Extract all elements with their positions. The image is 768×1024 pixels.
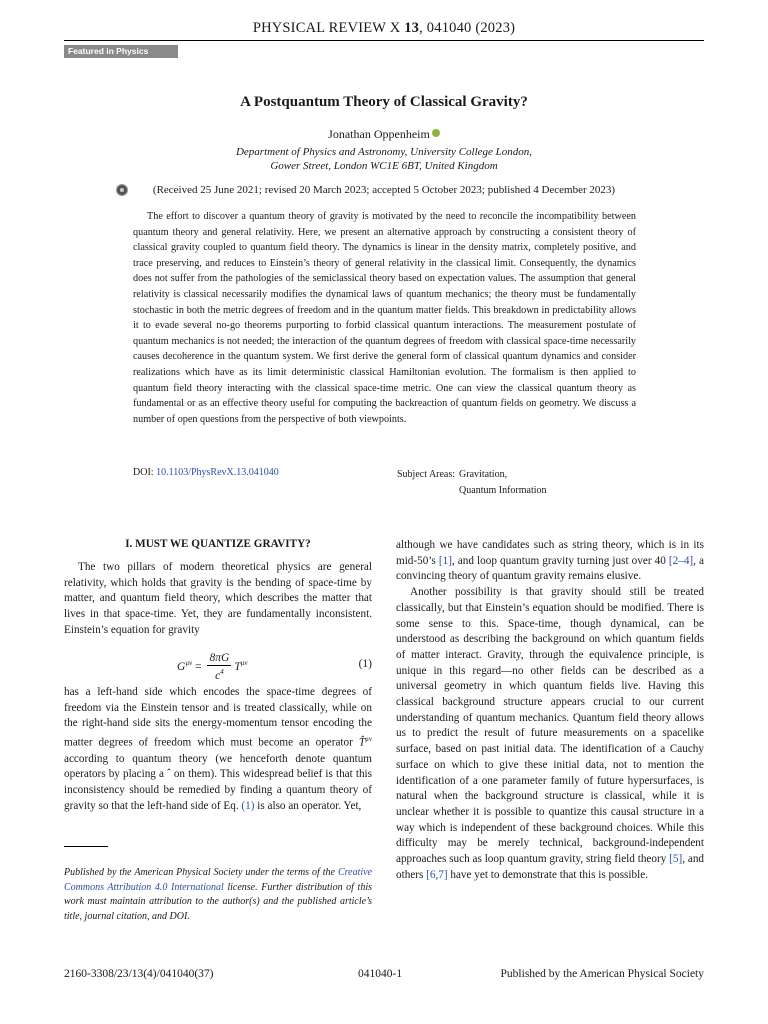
section-heading: I. MUST WE QUANTIZE GRAVITY?: [125, 538, 311, 550]
eq-rhs-sup: μν: [240, 659, 248, 668]
paragraph: [64, 685, 372, 814]
received-dates: (Received 25 June 2021; revised 20 March 2023; accepted 5 October 2023; published 4 December 2023): [152, 184, 616, 196]
text-run: although we have candidates such as string theory, which is in its mid-50’s: [396, 539, 704, 567]
journal-name: PHYSICAL REVIEW X: [252, 20, 401, 36]
eq-numerator: 8πG: [209, 652, 230, 664]
footer-publisher: Published by the American Physical Society: [500, 968, 704, 980]
paragraph: [396, 585, 704, 883]
paragraph: The two pillars of modern theoretical physics are general relativity, which holds that gravity is the bending of space-time by matter, and quantum field theory, which describes the matter that lives in that space-time. Yet, they are fundamentally inconsistent. Einstein’s equation for gravity: [64, 561, 372, 636]
eq-lhs: G: [177, 661, 186, 674]
left-column-p2: [64, 685, 372, 814]
eq-fraction: [207, 652, 231, 683]
text-run: has a left-hand side which encodes the space-time degrees of freedom via the Einstein tensor and is treated classically, while on the right-hand side sits the energy-momentum tensor encoding the matter degrees of freedom which must become an operator: [64, 686, 372, 749]
text-run: license. Further distribution of this work must maintain attribution to the author(s) and the published article’s title, journal citation, and DOI.: [64, 881, 372, 922]
abstract-text: The effort to discover a quantum theory of gravity is motivated by the need to reconcile the incompatibility between quantum theory and general relativity. Here, we present an alternative approach by constructing a consistent theory of classical gravity coupled to quantum field theory. The dynamics is linear in the density matrix, completely positive, and trace preserving, and reduces to Einstein’s theory of general relativity in the classical limit. Consequently, the dynamics does not suffer from the pathologies of the semiclassical theory based on expectation values. The assumption that general relativity is classical necessarily modifies the dynamical laws of quantum mechanics; the theory must be fundamentally stochastic in both the metric degrees of freedom and in the quantum matter fields. This breakdown in predictability allows it to evade several no-go theorems purporting to forbid classical quantum interactions. The measurement postulate of quantum mechanics is not needed; the interaction of the quantum degrees of freedom with classical space-time necessarily causes decoherence in the quantum system. We first derive the general form of classical quantum dynamics and consider realizations which have as its limit deterministic classical Hamiltonian evolution. The formalism is then applied to quantum field theory interacting with the classical space-time metric. One can view the classical quantum theory as fundamental or as an effective theory useful for computing the backreaction of quantum fields on geometry. We discuss a number of open questions from the perspective of both viewpoints.: [133, 211, 636, 425]
eq-lhs-sup: μν: [185, 659, 193, 668]
featured-badge[interactable]: Featured in Physics: [64, 45, 178, 58]
eq-denominator: c: [215, 669, 221, 682]
footer-issn: 2160-3308/23/13(4)/041040(37): [64, 968, 214, 980]
text-run: according to quantum theory (we henceforth denote quantum operators by placing a ˆ on them). This widespread belief is that this inconsistency should be remedied by finding a quantum theory of gravity so that the left-hand side of Eq.: [64, 752, 372, 812]
left-column-p1: [64, 560, 372, 639]
header-rule: [64, 40, 704, 41]
text-run: , and loop quantum gravity turning just over 40: [451, 554, 669, 567]
eq-equals: =: [195, 661, 202, 674]
article-number-year: , 041040 (2023): [419, 20, 516, 36]
subject-quantum-information[interactable]: Quantum Information: [459, 485, 547, 496]
abstract: [133, 209, 636, 427]
doi-label: DOI:: [133, 467, 154, 478]
paragraph: [396, 538, 704, 585]
journal-volume: 13: [404, 20, 420, 36]
text-run: Published by the American Physical Society under the terms of the: [64, 867, 338, 878]
equation-body: [177, 652, 248, 683]
equation-number: (1): [358, 658, 372, 670]
text-run: Another possibility is that gravity should still be treated classically, but that Einstein’s equation should be modified. There is some sense to this. Space-time, though dynamical, can be understood as describing the background on which quantum fields of matter interact. Gravity, through the equivalence principle, is unique in this regard—no other fields can be described as a universal geometry in which quantum fields live. Having this classical background structure appears crucial to our current understanding of quantum mechanics. Quantum field theory allows us to predict the result of future measurements on a spacelike surface, based on past initial data. The identification of a Cauchy surface on which to give these initial data, not to mention the identification of a one parameter family of future hypersurfaces, is natural when the background structure is classical, while it is unclear whether it is possible to quantize this causal structure in a way which is independent of these background choices. While this difficulty may be merely technical, background-independent approaches such as loop quantum gravity, string field theory: [396, 586, 704, 866]
text-run: have yet to demonstrate that this is possible.: [447, 868, 648, 881]
text-run: is also an operator. Yet,: [254, 799, 362, 812]
right-column: [396, 538, 704, 883]
subject-gravitation[interactable]: Gravitation,: [459, 469, 508, 480]
eq-rhs: T: [234, 661, 241, 674]
text-run: , and others: [396, 853, 705, 881]
citation-link[interactable]: [2–4]: [668, 554, 694, 567]
operator-sup: μν: [365, 735, 372, 744]
affiliation-line-1: Department of Physics and Astronomy, University College London,: [235, 146, 533, 158]
equation-ref-link[interactable]: (1): [241, 799, 255, 812]
author: [0, 127, 768, 142]
orcid-icon[interactable]: [432, 129, 440, 137]
footnote-rule: [64, 846, 108, 847]
citation-link[interactable]: [1]: [438, 554, 452, 567]
license-link[interactable]: Creative Commons Attribution 4.0 International: [64, 867, 372, 893]
text-run: , a convincing theory of quantum gravity remains elusive.: [396, 554, 705, 583]
subject-areas: [397, 467, 547, 499]
equation-1: [64, 648, 372, 684]
author-name[interactable]: Jonathan Oppenheim: [328, 127, 430, 141]
citation-link[interactable]: [5]: [669, 853, 683, 866]
journal-header: [0, 20, 768, 37]
citation-link[interactable]: [6,7]: [426, 868, 448, 881]
subject-label: Subject Areas:: [397, 469, 456, 480]
operator-symbol: T̂: [358, 736, 366, 749]
doi-line: [133, 467, 279, 478]
eq-den-sup: 4: [220, 668, 224, 676]
paper-title: A Postquantum Theory of Classical Gravity?: [240, 94, 528, 110]
doi-link[interactable]: 10.1103/PhysRevX.13.041040: [156, 467, 279, 478]
license-footnote: [64, 866, 372, 924]
footer-page-number: 041040-1: [358, 968, 403, 980]
affiliation-line-2: Gower Street, London WC1E 6BT, United Kingdom: [270, 160, 498, 172]
affiliation: [0, 145, 768, 173]
